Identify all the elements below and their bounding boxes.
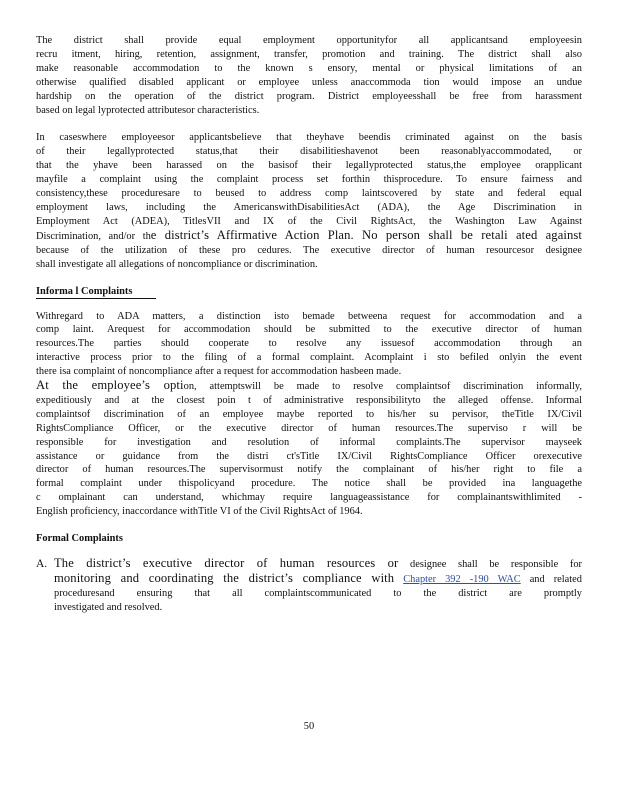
section-heading-formal bbox=[36, 533, 582, 547]
text-line: investigated and resolved. bbox=[54, 601, 163, 613]
text-line: shall investigate all allegations of noncompliance or discrimination. bbox=[36, 258, 318, 270]
text-run-large: e district’s Affirmative Action Plan. No person shall be retali ated against bbox=[150, 227, 582, 242]
text-line: hardship on the operation of the district program. District employeesshall be free from harassment bbox=[36, 90, 582, 102]
text-line: Employment Act (ADEA), TitlesVII and IX of the Civil RightsAct, the Washington Law Against bbox=[36, 215, 582, 227]
section-heading-text: Informa l Complaints bbox=[36, 286, 156, 299]
text-run-large: The district’s executive director of human resources or bbox=[54, 556, 399, 571]
text-run: on, attemptswill be made to resolve complaintsof discrimination informally, bbox=[183, 381, 582, 393]
text-line: comp laint. Arequest for accommodation should be submitted to the executive director of human bbox=[36, 324, 582, 336]
list-item-a bbox=[36, 557, 582, 615]
text-line: assistance or guidance from the distri ct'sTitle IX/Civil RightsCompliance Officer orexecutive bbox=[36, 450, 582, 462]
text-run: and related bbox=[529, 574, 582, 585]
text-line: resources.The parties should cooperate to resolve any issuesof accommodation through an bbox=[36, 338, 582, 350]
text-line: otherwise qualified disabled applicant or employee unless anaccommoda tion would impose an undue bbox=[36, 76, 582, 88]
text-line: make reasonable accommodation to the known s ensory, mental or physical limitations of an bbox=[36, 62, 582, 74]
page-number: 50 bbox=[303, 721, 315, 732]
text-line: employment laws, including the AmericanswithDisabilitiesAct (ADA), the Age Discrimination in bbox=[36, 201, 582, 213]
text-line: consistency,these proceduresare to beused to address comp laintscovered by state and federal equal bbox=[36, 188, 582, 200]
text-line: responsible for investigation and resolution of informal complaints.The supervisor mayseek bbox=[36, 436, 582, 448]
text-line: In caseswhere employeesor applicantsbelieve that theyhave beendis criminated against on the basis bbox=[36, 132, 582, 144]
section-heading-informal bbox=[36, 286, 582, 300]
text-line: mayfile a complaint using the complaint process set forthin thisprocedure. To ensure fairness and bbox=[36, 174, 582, 186]
text-line: c omplainant can understand, whichmay require languageassistance for complainantswithlimited - bbox=[36, 492, 582, 504]
text-line: director of human resources.The supervisormust notify the complainant of his/her right to file a bbox=[36, 464, 582, 476]
text-line: that the yhave been harassed on the basisof their legallyprotected status,the employee orapplicant bbox=[36, 160, 582, 172]
text-line: complaintsof discrimination of an employee maybe reported to his/her su pervisor, theTitle IX/Civil bbox=[36, 408, 582, 420]
text-line: there isa complaint of noncompliance after a request for accommodation hasbeen made. bbox=[36, 366, 402, 378]
text-line: interactive process prior to the filing of a formal complaint. Acomplaint i sto befiled onlyin the event bbox=[36, 352, 582, 364]
text-line: based on legal lyprotected attributesor characteristics. bbox=[36, 104, 260, 116]
text-run: Discrimination, and/or th bbox=[36, 230, 151, 242]
text-line: Withregard to ADA matters, a distinction isto bemade betweena request for accommodation and a bbox=[36, 310, 582, 322]
text-run-large: At the employee’s opti bbox=[36, 378, 184, 393]
text-line: English proficiency, inaccordance withTitle VI of the Civil RightsAct of 1964. bbox=[36, 506, 363, 518]
text-line: because of the utilization of these pro cedures. The executive director of human resourcesor designee bbox=[36, 244, 582, 256]
text-line: recru itment, hiring, retention, assignment, transfer, promotion and training. The district shall also bbox=[36, 48, 582, 60]
text-line-mixed bbox=[36, 229, 582, 244]
text-line: The district shall provide equal employment opportunityfor all applicantsand employeesin bbox=[36, 35, 582, 46]
section-heading-text: Formal Complaints bbox=[36, 533, 123, 545]
text-line: proceduresand ensuring that all complaintscommunicated to the district are promptly bbox=[54, 587, 582, 599]
text-line-mixed bbox=[36, 379, 582, 394]
text-run: designee shall be responsible for bbox=[410, 559, 582, 571]
list-marker: A. bbox=[36, 558, 48, 571]
text-line: RightsCompliance Officer, or the executive director of human resources.The superviso r will be bbox=[36, 422, 582, 434]
text-line: expeditiously and at the closest poin t of administrative responsibilityto the alleged offense. Informal bbox=[36, 394, 582, 406]
text-run-large: monitoring and coordinating the district’s compliance with bbox=[54, 571, 395, 585]
text-line: formal complaint under thispolicyand procedure. The notice shall be provided ina languagethe bbox=[36, 478, 582, 490]
document-page bbox=[36, 34, 582, 615]
text-line-mixed bbox=[54, 557, 582, 572]
text-line: of their legallyprotected status,that their disabilitieshavenot been reasonablyaccommodated, or bbox=[36, 146, 582, 158]
text-line-mixed bbox=[54, 572, 582, 587]
wac-chapter-link[interactable]: Chapter 392 -190 WAC bbox=[403, 574, 521, 585]
